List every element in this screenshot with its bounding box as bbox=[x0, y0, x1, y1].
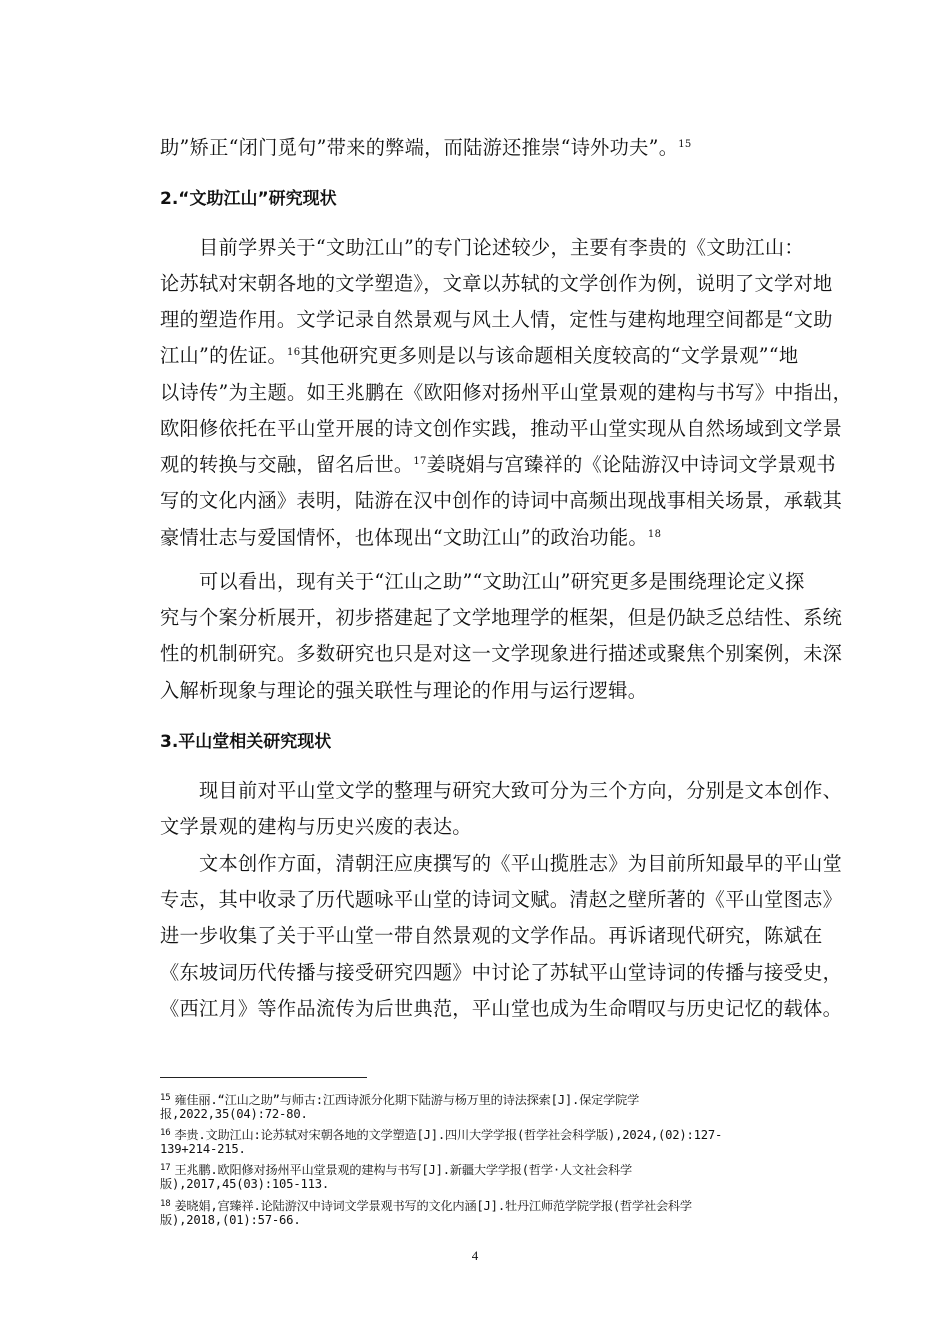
paragraph-line: 欧阳修依托在平山堂开展的诗文创作实践，推动平山堂实现从自然场域到文学景 bbox=[160, 417, 843, 440]
footnote-17-cont: 版),2017,45(03):105-113. bbox=[160, 1177, 330, 1191]
paragraph-line: 《东坡词历代传播与接受研究四题》中讨论了苏轼平山堂诗词的传播与接受史， bbox=[160, 961, 843, 984]
footnote-ref[interactable]: 18 bbox=[647, 529, 662, 540]
footnote-ref[interactable]: 16 bbox=[287, 347, 301, 358]
paragraph-line: 性的机制研究。多数研究也只是对这一文学现象进行描述或聚焦个别案例，未深 bbox=[160, 642, 843, 665]
paragraph-line: 专志，其中收录了历代题咏平山堂的诗词文赋。清赵之壁所著的《平山堂图志》 bbox=[160, 888, 843, 911]
paragraph-line: 目前学界关于“文助江山”的专门论述较少，主要有李贵的《文助江山： bbox=[199, 236, 804, 259]
paragraph-line: 观的转换与交融，留名后世。$^{17}$姜晓娟与宫臻祥的《论陆游汉中诗词文学景观书 bbox=[160, 453, 836, 476]
footnote-16: $^{16}$ 李贵.文助江山:论苏轼对宋朝各地的文学塑造[J].四川大学学报(哲学社会科学版),2024,(02):127- bbox=[160, 1128, 723, 1142]
footnote-separator bbox=[160, 1077, 367, 1078]
page-number: 4 bbox=[471, 1248, 479, 1263]
footnote-16-cont: 139+214-215. bbox=[160, 1142, 246, 1156]
paragraph-line: 文学景观的建构与历史兴废的表达。 bbox=[160, 815, 472, 838]
paragraph-line: 究与个案分析展开，初步搭建起了文学地理学的框架，但是仍缺乏总结性、系统 bbox=[160, 606, 843, 629]
paragraph-line: 江山”的佐证。$^{16}$其他研究更多则是以与该命题相关度较高的“文学景观”“地 bbox=[160, 344, 799, 367]
footnote-18-cont: 版),2018,(01):57-66. bbox=[160, 1213, 301, 1227]
paragraph-line: 入解析现象与理论的强关联性与理论的作用与运行逻辑。 bbox=[160, 679, 648, 702]
paragraph-line: 写的文化内涵》表明，陆游在汉中创作的诗词中高频出现战事相关场景，承载其 bbox=[160, 489, 843, 512]
paragraph-line: 助”矫正“闭门觅句”带来的弊端，而陆游还推崇“诗外功夫”。$^{15}$ bbox=[160, 136, 692, 159]
footnote-18: $^{18}$ 姜晓娟,宫臻祥.论陆游汉中诗词文学景观书写的文化内涵[J].牡丹江师范学院学报(哲学社会科学 bbox=[160, 1199, 692, 1213]
paragraph-line: 文本创作方面，清朝汪应庚撰写的《平山揽胜志》为目前所知最早的平山堂 bbox=[199, 852, 843, 875]
paragraph-line: 以诗传”为主题。如王兆鹏在《欧阳修对扬州平山堂景观的建构与书写》中指出， bbox=[160, 381, 853, 404]
paragraph-line: 豪情壮志与爱国情怀，也体现出“文助江山”的政治功能。$^{18}$ bbox=[160, 526, 662, 549]
section-heading-2: 2.“文助江山”研究现状 bbox=[160, 189, 337, 209]
paragraph-line: 可以看出，现有关于“江山之助”“文助江山”研究更多是围绕理论定义探 bbox=[199, 570, 805, 593]
footnote-ref[interactable]: 17 bbox=[413, 456, 427, 467]
footnote-15: $^{15}$ 雍佳丽.“江山之助”与师古:江西诗派分化期下陆游与杨万里的诗法探索[J].保定学院学 bbox=[160, 1093, 640, 1107]
section-heading-3: 3.平山堂相关研究现状 bbox=[160, 732, 332, 752]
paragraph-line: 进一步收集了关于平山堂一带自然景观的文学作品。再诉诸现代研究，陈斌在 bbox=[160, 924, 823, 947]
paragraph-line: 《西江月》等作品流传为后世典范，平山堂也成为生命喟叹与历史记忆的载体。 bbox=[160, 997, 843, 1020]
paragraph-line: 理的塑造作用。文学记录自然景观与风土人情，定性与建构地理空间都是“文助 bbox=[160, 308, 833, 331]
paragraph-line: 论苏轼对宋朝各地的文学塑造》，文章以苏轼的文学创作为例，说明了文学对地 bbox=[160, 272, 833, 295]
footnote-17: $^{17}$ 王兆鹏.欧阳修对扬州平山堂景观的建构与书写[J].新疆大学学报(哲学·人文社会科学 bbox=[160, 1163, 632, 1177]
footnote-15-cont: 报,2022,35(04):72-80. bbox=[160, 1107, 308, 1121]
paragraph-line: 现目前对平山堂文学的整理与研究大致可分为三个方向，分别是文本创作、 bbox=[199, 779, 843, 802]
